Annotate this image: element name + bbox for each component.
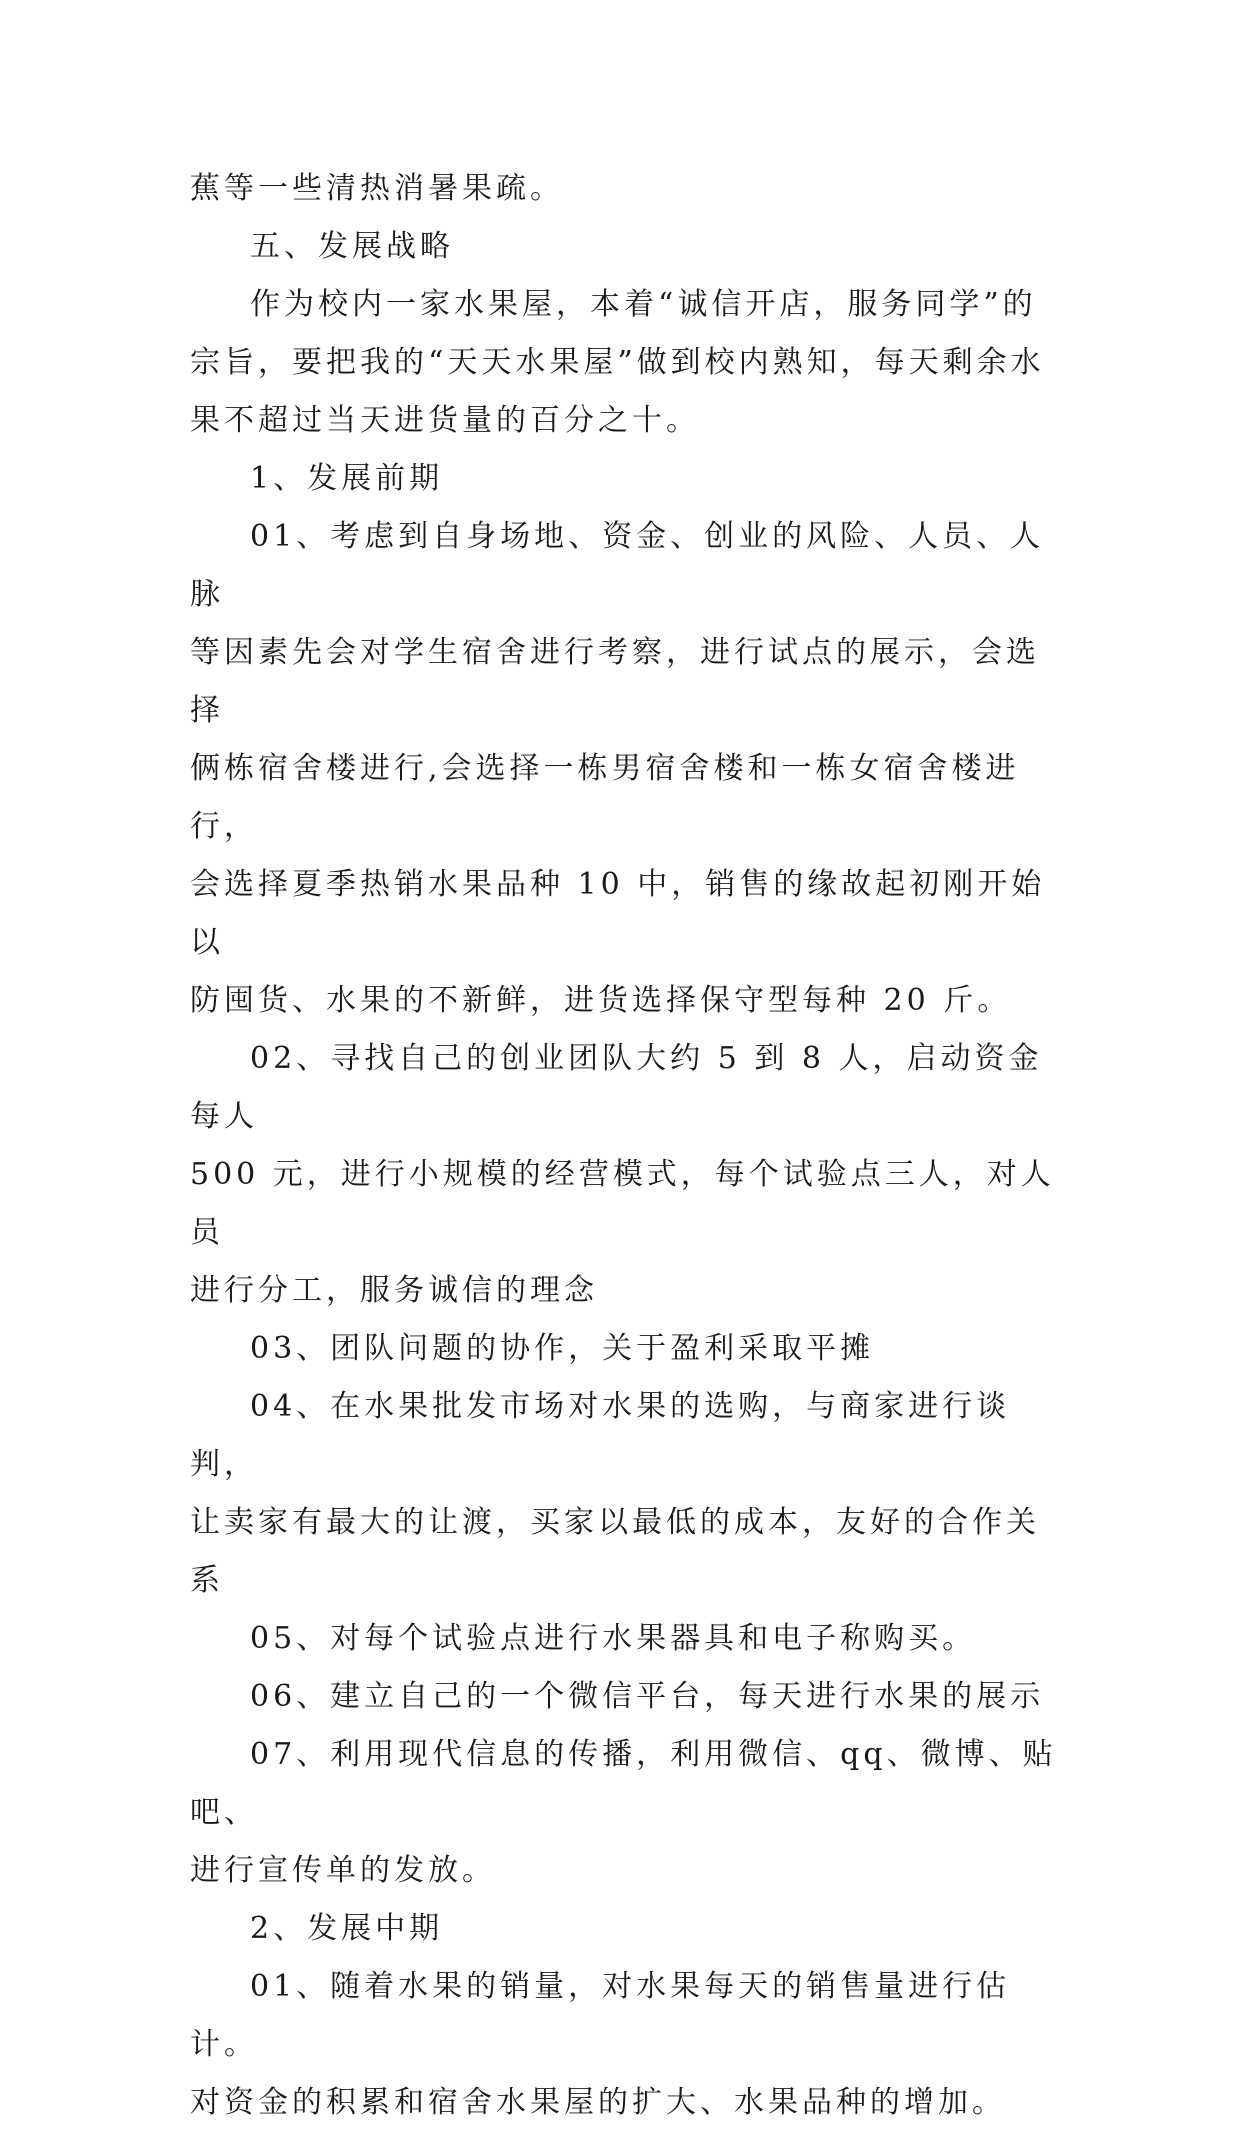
text-line: 等因素先会对学生宿舍进行考察，进行试点的展示，会选择 [190, 635, 1040, 728]
text-line: 俩栋宿舍楼进行,会选择一栋男宿舍楼和一栋女宿舍楼进行， [190, 751, 1020, 844]
text-line: 07、利用现代信息的传播，利用微信、qq、微博、贴吧、 [190, 1737, 1057, 1830]
text-line: 04、在水果批发市场对水果的选购，与商家进行谈判， [190, 1389, 1011, 1482]
subsection-heading: 1、发展前期 [250, 461, 444, 496]
text-line: 01、随着水果的销量，对水果每天的销售量进行估计。 [190, 1969, 1011, 2062]
text-line: 进行分工，服务诚信的理念 [190, 1273, 598, 1308]
text-line: 进行宣传单的发放。 [190, 1853, 496, 1888]
text-line: 防囤货、水果的不新鲜，进货选择保守型每种 20 斤。 [190, 983, 1012, 1018]
text-line: 06、建立自己的一个微信平台，每天进行水果的展示 [250, 1679, 1045, 1714]
document-body [190, 160, 1070, 2132]
text-line: 宗旨，要把我的“天天水果屋”做到校内熟知，每天剩余水 [190, 345, 1045, 380]
text-line: 会选择夏季热销水果品种 10 中，销售的缘故起初刚开始以 [190, 867, 1046, 960]
text-line: 蕉等一些清热消暑果疏。 [190, 171, 564, 206]
section-heading: 五、发展战略 [250, 229, 454, 264]
text-line: 02、寻找自己的创业团队大约 5 到 8 人，启动资金每人 [190, 1041, 1043, 1134]
text-line: 500 元，进行小规模的经营模式，每个试验点三人，对人员 [190, 1157, 1055, 1250]
text-line: 果不超过当天进货量的百分之十。 [190, 403, 700, 438]
text-line: 作为校内一家水果屋，本着“诚信开店，服务同学”的 [250, 287, 1037, 322]
text-line: 01、考虑到自身场地、资金、创业的风险、人员、人脉 [190, 519, 1045, 612]
subsection-heading: 2、发展中期 [250, 1911, 444, 1946]
text-line: 让卖家有最大的让渡，买家以最低的成本，友好的合作关系 [190, 1505, 1040, 1598]
text-line: 对资金的积累和宿舍水果屋的扩大、水果品种的增加。 [190, 2085, 1006, 2120]
text-line: 05、对每个试验点进行水果器具和电子称购买。 [250, 1621, 977, 1656]
text-line: 03、团队问题的协作，关于盈利采取平摊 [250, 1331, 875, 1366]
